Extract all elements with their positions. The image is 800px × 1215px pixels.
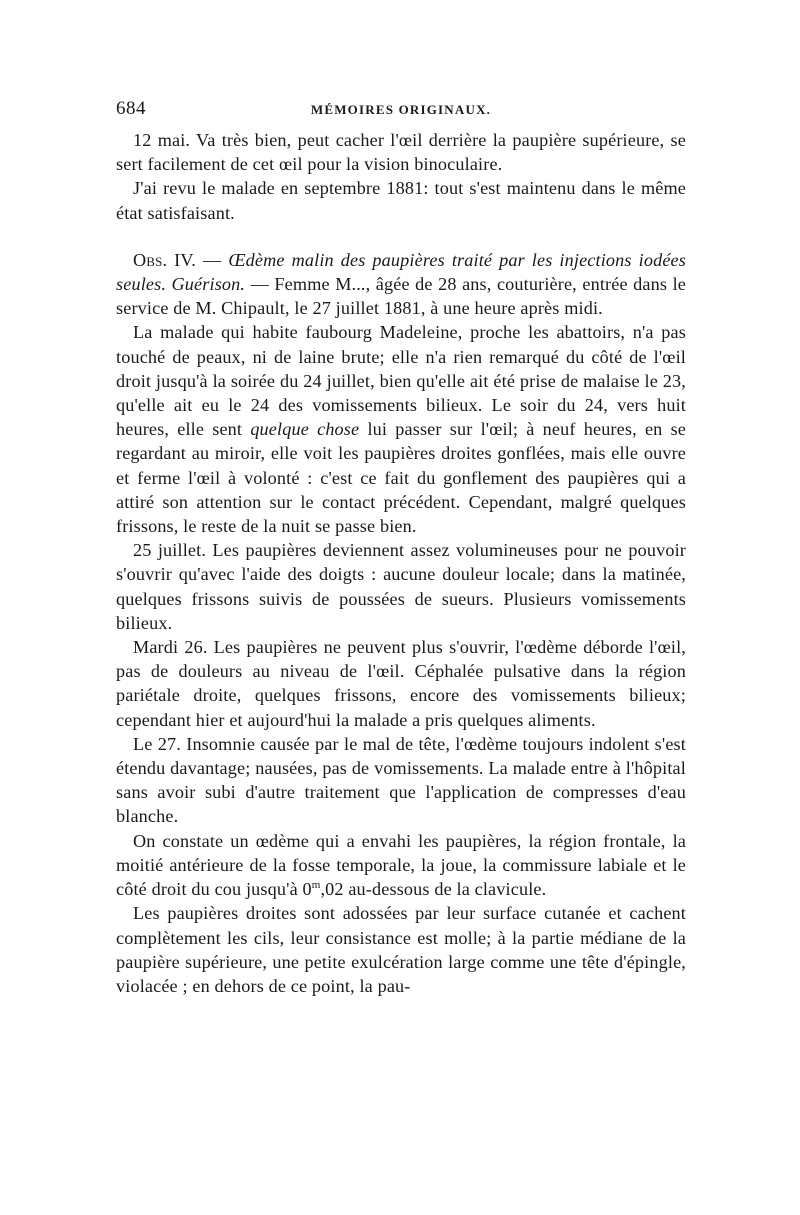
paragraph-text: J'ai revu le malade en septembre 1881: tout s'est maintenu dans le même état satisfaisant. [116,178,686,223]
paragraph-text: lui passer sur l'œil; à neuf heures, en se regardant au miroir, elle voit les paupières droites gonflées, mais elle ouvre et ferme l'œil à volonté : c'est ce fait du gonflement des paupières qui a attiré son attention sur le contact précédent. Cependant, malgré quelques frissons, le reste de la nuit se passe bien. [116,419,687,537]
dash: — [196,249,229,270]
paragraph-text: ,02 au-dessous de la clavicule. [320,879,547,900]
body-text [116,128,686,998]
observation-title: Œdème malin des paupières traité par les injections iodées seules. Guérison. [116,249,686,295]
paragraph-text: On constate un œdème qui a envahi les paupières, la région frontale, la moitié antérieure de la fosse temporale, la joue, la commissure labiale et le côté droit du cou jusqu'à 0 [116,830,686,900]
paragraph [116,829,686,902]
dash: — [245,274,275,295]
running-title: MÉMOIRES ORIGINAUX. [310,102,492,117]
paragraph-text: Mardi 26. Les paupières ne peuvent plus s'ouvrir, l'œdème déborde l'œil, pas de douleurs au niveau de l'œil. Céphalée pulsative dans la région pariétale droite, quelques frissons, encore des vomissements bilieux; cependant hier et aujourd'hui la malade a pris quelques aliments. [116,637,686,730]
paragraph-text: Les paupières droites sont adossées par leur surface cutanée et cachent complètement les cils, leur consistance est molle; à la partie médiane de la paupière supérieure, une petite exulcération large comme une tête d'épingle, violacée ; en dehors de ce point, la pau- [116,903,686,996]
paragraph-text: Le 27. Insomnie causée par le mal de tête, l'œdème toujours indolent s'est étendu davantage; nausées, pas de vomissements. La malade entre à l'hôpital sans avoir subi d'autre traitement que l'application de compresses d'eau blanche. [116,733,686,827]
page-number: 684 [116,98,146,119]
running-header [116,98,686,128]
superscript: m [311,879,321,892]
observation-heading-paragraph [116,248,686,321]
paragraph [116,732,686,829]
paragraph-text: Femme M..., âgée de 28 ans, couturière, entrée dans le service de M. Chipault, le 27 juillet 1881, à une heure après midi. [116,274,686,319]
paragraph [116,128,686,176]
paragraph [116,635,686,732]
book-page [116,98,686,998]
paragraph [116,538,686,635]
paragraph-text: 12 mai. Va très bien, peut cacher l'œil derrière la paupière supérieure, se sert facilement de cet œil pour la vision binoculaire. [116,130,686,175]
italic-phrase: quelque chose [250,419,360,440]
observation-label: Obs. IV. [133,249,197,270]
paragraph-text: 25 juillet. Les paupières deviennent assez volumineuses pour ne pouvoir s'ouvrir qu'avec l'aide des doigts : aucune douleur locale; dans la matinée, quelques frissons suivis de poussées de sueurs. Plusieurs vomissements bilieux. [116,540,686,633]
paragraph [116,176,686,224]
paragraph [116,320,686,538]
paragraph [116,901,686,998]
paragraph-text: La malade qui habite faubourg Madeleine, proche les abattoirs, n'a pas touché de peaux, ni de laine brute; elle n'a rien remarqué du côté de l'œil droit jusqu'à la soirée du 24 juillet, bien qu'elle ait été prise de malaise le 23, qu'elle ait eu le 24 des vomissements bilieux. Le soir du 24, vers huit heures, elle sent [116,322,686,440]
